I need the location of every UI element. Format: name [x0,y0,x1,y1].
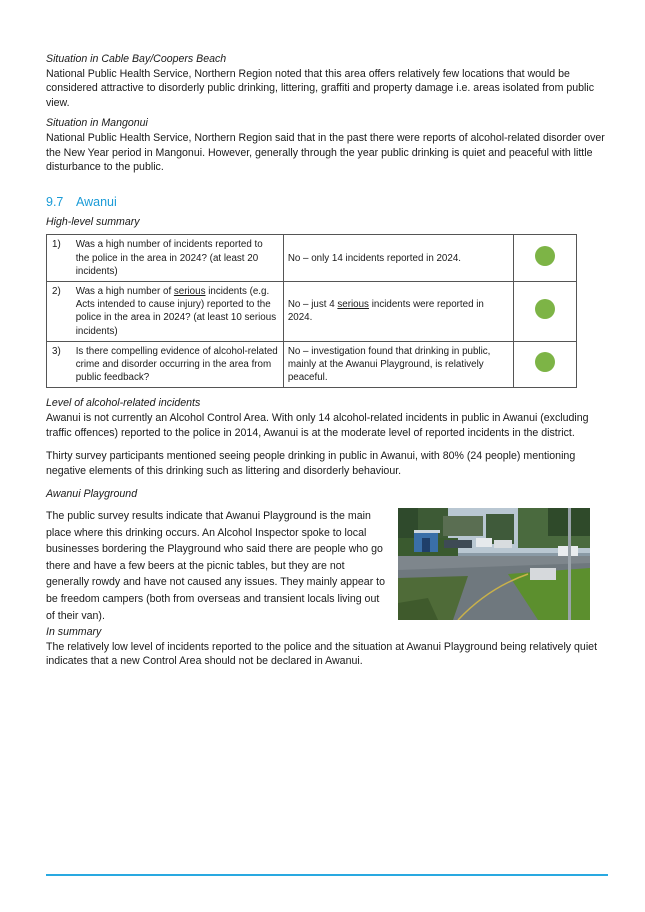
level-text: Awanui is not currently an Alcohol Control Area. With only 14 alcohol-related incidents in public in Awanui (excluding traffic offences) reported to the police in 2014, Awanui is at the moderate level of reported incidents in the district. [46,411,589,439]
playground-photo [398,508,590,620]
bottom-rule [46,874,608,876]
row-number: 2) [47,281,72,341]
status-dot-green [535,299,555,319]
survey-text: Thirty survey participants mentioned seeing people drinking in public in Awanui, with 80% (24 people) mentioning negative elements of this drinking such as littering and disorderly behaviour. [46,450,576,477]
section-heading [46,194,606,210]
playground-block [46,508,606,622]
table-row [47,281,577,341]
status-dot-green [535,352,555,372]
row-number: 3) [47,341,72,388]
playground-heading: Awanui Playground [46,488,138,501]
in-summary-text: The relatively low level of incidents reported to the police and the situation at Awanui Playground being relatively quiet indicates that a new Control Area should not be declared in Awanui. [46,640,598,668]
cable-bay-heading: Situation in Cable Bay/Coopers Beach [46,53,227,65]
row-question: Was a high number of serious incidents (e.g. Acts intended to cause injury) reported to the police in the area in 2024? (at least 10 serious incidents) [72,281,284,341]
table-row [47,235,577,282]
row-question: Is there compelling evidence of alcohol-related crime and disorder occurring in the area from public feedback? [72,341,284,388]
table-row [47,341,577,388]
playground-photo-image [398,508,590,620]
row-question: Was a high number of incidents reported to the police in the area in 2024? (at least 20 incidents) [72,235,284,282]
mangonui-heading: Situation in Mangonui [46,117,148,130]
document-page [46,52,606,669]
cable-bay-text: National Public Health Service, Northern Region noted that this area offers relatively few locations that would be considered attractive to disorderly public drinking, littering, graffiti and property damage i.e. areas isolated from public view. [46,67,595,109]
summary-table [46,234,577,388]
status-dot-green [535,246,555,266]
row-answer: No – only 14 incidents reported in 2024. [283,235,513,282]
row-answer: No – just 4 serious incidents were reported in 2024. [283,281,513,341]
playground-text: The public survey results indicate that Awanui Playground is the main place where this drinking occurs. An Alcohol Inspector spoke to local businesses bordering the Playground who said there are people who go there and have a few beers at the picnic tables, but they are not generally rowdy and have not caused any issues. They mainly appear to be freedom campers (both from overseas and transient locals living out of their van). [46,509,386,622]
mangonui-text: National Public Health Service, Northern Region said that in the past there were reports of alcohol-related disorder over the New Year period in Mangonui. However, generally through the year public drinking is quiet and peaceful with little disturbance to the public. [46,131,605,174]
in-summary-heading: In summary [46,625,102,638]
summary-heading: High-level summary [46,215,140,228]
section-title: Awanui [76,194,117,209]
section-number: 9.7 [46,194,64,209]
row-answer: No – investigation found that drinking in public, mainly at the Awanui Playground, is relatively peaceful. [283,341,513,388]
row-number: 1) [47,235,72,282]
level-heading: Level of alcohol-related incidents [46,397,201,410]
